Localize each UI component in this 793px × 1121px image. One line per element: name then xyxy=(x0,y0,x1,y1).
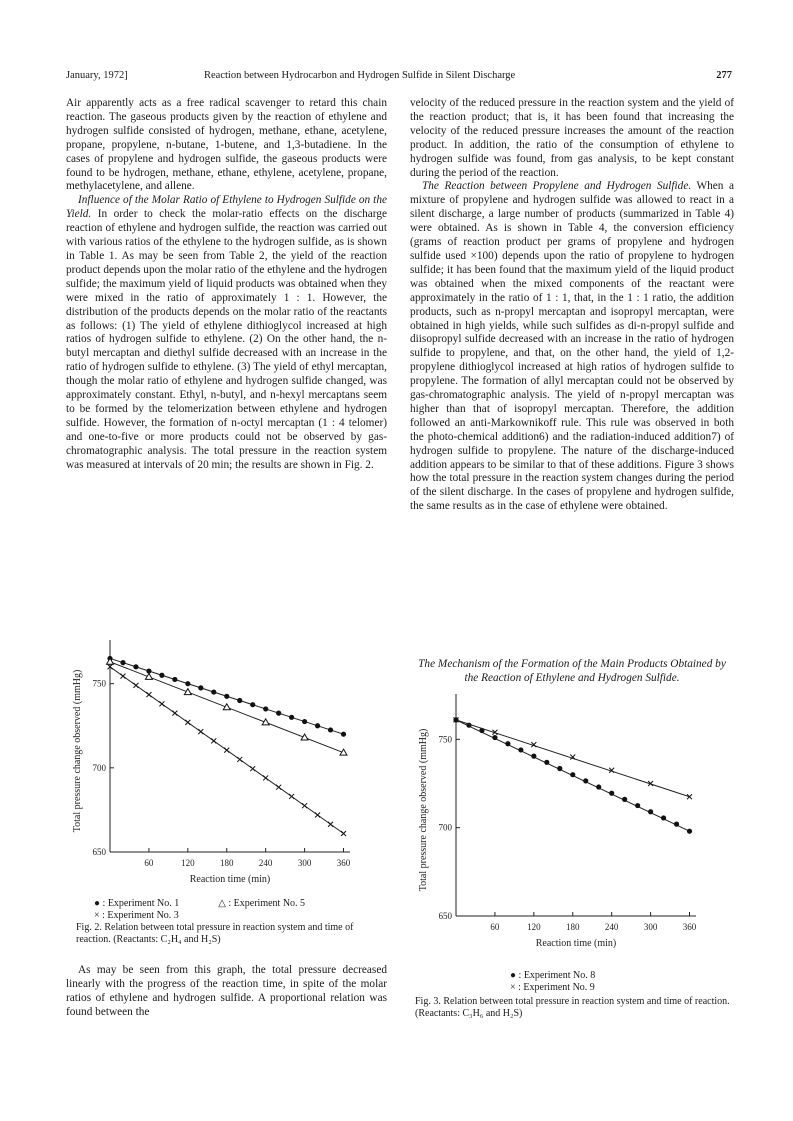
figure-3-caption: Fig. 3. Relation between total pressure in reaction system and time of reaction. (Reactants: C₃H₆ and H₂S) xyxy=(415,996,730,1019)
data-point-dot xyxy=(544,760,549,765)
data-point-dot xyxy=(289,715,294,720)
data-point-dot xyxy=(583,778,588,783)
running-head xyxy=(66,70,734,86)
y-tick-label: 700 xyxy=(438,822,452,833)
data-point-dot xyxy=(609,791,614,796)
right-column-text xyxy=(410,97,734,514)
data-point-dot xyxy=(315,723,320,728)
data-point-cross xyxy=(302,803,307,808)
legend-item-exp9: × : Experiment No. 9 xyxy=(510,982,595,993)
data-point-dot xyxy=(263,706,268,711)
data-point-cross xyxy=(289,794,294,799)
legend-item-exp1: ● : Experiment No. 1 xyxy=(94,898,180,909)
data-point-cross xyxy=(185,720,190,725)
data-point-cross xyxy=(237,757,242,762)
paragraph-body: In order to check the molar-ratio effects on the discharge reaction of ethylene and hydrogen sulfide, the reaction was carried out with various ratios of the ethylene to the hydrogen sulfide, as is shown in Table 1. As may be seen from Table 2, the yield of the reaction product depends upon the molar ratio of the ethylene and the hydrogen sulfide; the maximum yield of liquid products was obtained when they were mixed in the ratio of approximately 1 : 1. However, the distribution of the products depends on the molar ratio of the reactants as follows: (1) The yield of ethylene dithioglycol increased at high ratios of hydrogen sulfide to ethylene. (2) On the other hand, the n-butyl mercaptan and diethyl sulfide decreased with an increase in the ratio of hydrogen sulfide to ethylene. (3) The yield of ethyl mercaptan, though the molar ratio of ethylene and hydrogen sulfide changed, was approximately constant. Ethyl, n-butyl, and n-hexyl mercaptans seem to be formed by the telomerization between ethylene and hydrogen sulfide. However, the formation of n-octyl mercaptan (1 : 4 telomer) and one-to-five or more products could not be observed by gas-chromatographic analysis. The total pressure in the reaction system was measured at intervals of 20 min; the results are shown in Fig. 2. xyxy=(66,208,387,471)
figure-3-chart xyxy=(410,690,735,968)
paragraph: velocity of the reduced pressure in the reaction system and the yield of the reaction product; that is, it has been found that increasing the velocity of the reduced pressure increases the amount of the reaction product. In addition, the ratio of the consumption of ethylene to hydrogen sulfide was found, from gas analysis, to be kept constant during the period of the reaction. xyxy=(410,97,734,179)
x-tick-label: 120 xyxy=(181,858,195,868)
y-tick-label: 750 xyxy=(438,734,452,745)
data-point-dot xyxy=(328,727,333,732)
section-heading: The Reaction between Propylene and Hydrogen Sulfide. xyxy=(422,180,692,193)
figure-2-legend xyxy=(94,898,394,922)
figure-2-chart xyxy=(66,632,386,894)
left-column-lower-text xyxy=(66,964,387,1020)
paragraph-propylene xyxy=(410,180,734,514)
data-point-dot xyxy=(276,711,281,716)
data-point-dot xyxy=(557,766,562,771)
y-tick-label: 750 xyxy=(92,678,106,689)
paragraph: Air apparently acts as a free radical scavenger to retard this chain reaction. The gaseous products given by the reaction of ethylene and hydrogen sulfide consisted of hydrogen, methane, ethane, acetylene, propane, propylene, n-butane, 1-butene, and 1,3-butadiene. In the cases of propylene and hydrogen sulfide, the gaseous products were found to be hydrogen, methane, ethane, ethylene, acetylene, propane, methylacetylene, and allene. xyxy=(66,97,387,193)
data-point-cross xyxy=(276,785,281,790)
y-tick-label: 650 xyxy=(92,847,106,857)
legend-item-exp5: △ : Experiment No. 5 xyxy=(218,898,306,909)
data-point-dot xyxy=(596,784,601,789)
data-point-cross xyxy=(341,831,346,836)
paragraph: As may be seen from this graph, the total pressure decreased linearly with the progress of the reaction time, in spite of the molar ratios of ethylene and hydrogen sulfide. A proportional relation was found between the xyxy=(66,964,387,1018)
data-point-cross xyxy=(159,701,164,706)
section-heading: Influence of the Molar Ratio of Ethylene to Hydrogen Sulfide on the Yield. xyxy=(66,194,387,221)
data-point-dot xyxy=(648,809,653,814)
data-point-dot xyxy=(505,741,510,746)
x-axis-label: Reaction time (min) xyxy=(189,874,271,885)
data-point-dot xyxy=(159,673,164,678)
data-point-dot xyxy=(531,754,536,759)
data-point-cross xyxy=(172,711,177,716)
paragraph-body: When a mixture of propylene and hydrogen sulfide was allowed to react in a silent discharge, a large number of products (summarized in Table 4) were obtained. As is shown in Table 4, the conversion efficiency (grams of reaction product per grams of propylene and hydrogen sulfide used ×100) depends upon the ratio of propylene to hydrogen sulfide; it has been found that the maximum yield of the liquid product was obtained when the mixed components of the reactant were approximately in the ratio of 1 : 1, that, in the 1 : 1 ratio, the addition products, such as n-propyl mercaptan and isopropyl mercaptan, were obtained in high yields, while such sulfides as di-n-propyl sulfide and diisopropyl sulfide decreased with an increase in the ratio of hydrogen sulfide to propylene, and that, on the other hand, the yield of 1,2-propylene dithioglycol increased at high ratios of hydrogen sulfide to propylene. The formation of allyl mercaptan could not be observed by gas-chromatographic analysis. The yield of n-propyl mercaptan was higher than that of isopropyl mercaptan. Therefore, the addition followed an anti-Markownikoff rule. This rule was observed in both the photo-chemical addition6) and the radiation-induced addition7) of hydrogen sulfide to propylene. The nature of the discharge-induced addition appears to be similar to that of these additions. Figure 3 shows how the total pressure in the reaction system changes during the period of the silent discharge. In the cases of propylene and hydrogen sulfide, the same results as in the case of ethylene were obtained. xyxy=(410,180,734,513)
data-point-cross xyxy=(328,822,333,827)
data-point-dot xyxy=(250,702,255,707)
data-point-dot xyxy=(172,677,177,682)
data-point-dot xyxy=(622,797,627,802)
y-axis-label: Total pressure change observed (mmHg) xyxy=(418,728,429,892)
data-point-dot xyxy=(302,719,307,724)
x-axis-label: Reaction time (min) xyxy=(535,938,617,949)
x-tick-label: 360 xyxy=(336,858,351,868)
data-point-dot xyxy=(687,829,692,834)
data-point-dot xyxy=(211,689,216,694)
header-date: January, 1972] xyxy=(66,70,128,81)
x-tick-label: 120 xyxy=(527,922,541,932)
data-point-dot xyxy=(492,735,497,740)
data-point-cross xyxy=(250,766,255,771)
data-point-cross xyxy=(224,748,229,753)
x-tick-label: 180 xyxy=(566,922,580,932)
series-line xyxy=(456,720,690,797)
header-title: Reaction between Hydrocarbon and Hydrogen Sulfide in Silent Discharge xyxy=(204,70,516,81)
x-tick-label: 60 xyxy=(144,858,154,868)
data-point-cross xyxy=(146,692,151,697)
data-point-dot xyxy=(185,681,190,686)
x-tick-label: 180 xyxy=(220,858,234,868)
data-point-dot xyxy=(570,772,575,777)
paragraph-molar-ratio xyxy=(66,194,387,472)
legend-row xyxy=(94,898,394,910)
left-column-text xyxy=(66,97,387,472)
data-point-cross xyxy=(198,729,203,734)
data-point-dot xyxy=(133,664,138,669)
data-point-cross xyxy=(263,775,268,780)
data-point-cross xyxy=(315,812,320,817)
x-tick-label: 60 xyxy=(490,922,500,932)
page-number: 277 xyxy=(716,70,732,81)
figure-2-caption: Fig. 2. Relation between total pressure in reaction system and time of reaction. (Reactants: C₂H₄ and H₂S) xyxy=(76,922,354,945)
y-tick-label: 650 xyxy=(438,911,452,921)
data-point-cross xyxy=(120,674,125,679)
data-point-dot xyxy=(120,660,125,665)
x-tick-label: 360 xyxy=(682,922,697,932)
y-axis-label: Total pressure change observed (mmHg) xyxy=(72,669,83,833)
data-point-cross xyxy=(211,738,216,743)
data-point-dot xyxy=(518,747,523,752)
data-point-dot xyxy=(224,694,229,699)
x-tick-label: 240 xyxy=(604,922,619,932)
y-tick-label: 700 xyxy=(92,762,106,773)
data-point-cross xyxy=(687,794,692,799)
data-point-dot xyxy=(237,698,242,703)
x-tick-label: 240 xyxy=(258,858,273,868)
x-tick-label: 300 xyxy=(643,922,658,932)
legend-item-exp3: × : Experiment No. 3 xyxy=(94,910,179,921)
legend-item-exp8: ● : Experiment No. 8 xyxy=(510,970,596,981)
data-point-dot xyxy=(635,803,640,808)
figure-3-legend xyxy=(510,970,710,994)
data-point-dot xyxy=(661,815,666,820)
data-point-dot xyxy=(198,685,203,690)
x-tick-label: 300 xyxy=(297,858,312,868)
section-heading-mechanism: The Mechanism of the Formation of the Main Products Obtained by the Reaction of Ethylene and Hydrogen Sulfide. xyxy=(418,658,726,684)
data-point-dot xyxy=(341,732,346,737)
data-point-dot xyxy=(674,822,679,827)
data-point-cross xyxy=(133,683,138,688)
